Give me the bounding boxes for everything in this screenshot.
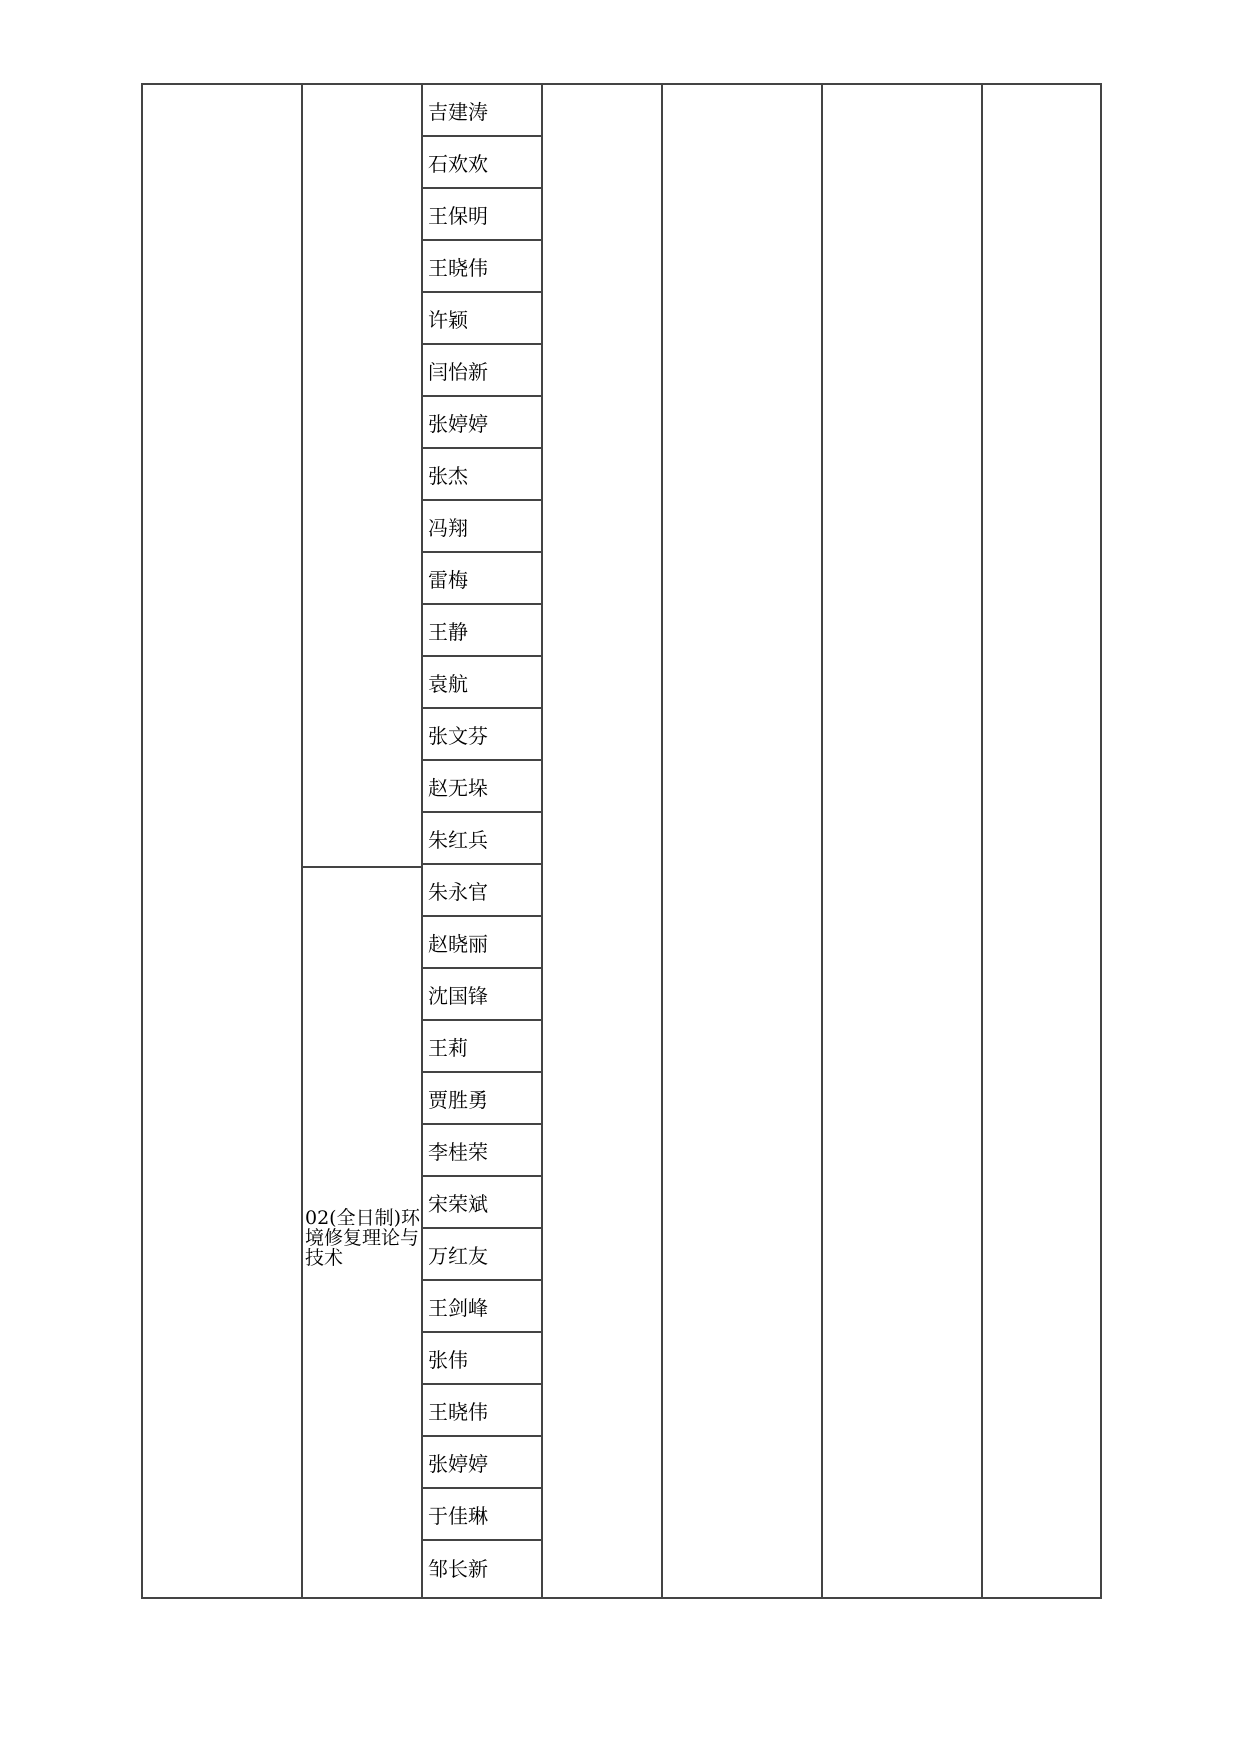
supervisor-name-cell: 邹长新 — [428, 1556, 488, 1581]
supervisor-name-cell: 张婷婷 — [423, 1437, 543, 1489]
column-divider — [981, 85, 983, 1597]
column-divider — [301, 85, 303, 1597]
supervisor-name-cell: 王剑峰 — [423, 1281, 543, 1333]
supervisor-name-cell: 张婷婷 — [423, 397, 543, 449]
supervisor-name-cell: 赵无垛 — [423, 761, 543, 813]
supervisor-name-cell: 李桂荣 — [423, 1125, 543, 1177]
supervisor-name-cell: 雷梅 — [423, 553, 543, 605]
supervisor-name-cell: 张杰 — [423, 449, 543, 501]
supervisor-name-cell: 万红友 — [423, 1229, 543, 1281]
direction-divider — [301, 866, 421, 868]
supervisor-name-cell: 张文芬 — [423, 709, 543, 761]
supervisor-name-cell: 赵晓丽 — [423, 917, 543, 969]
column-divider — [661, 85, 663, 1597]
supervisor-name-cell: 朱永官 — [423, 865, 543, 917]
supervisor-name-cell: 王晓伟 — [423, 241, 543, 293]
supervisor-name-cell: 王保明 — [423, 189, 543, 241]
column-divider — [821, 85, 823, 1597]
supervisor-name-cell: 宋荣斌 — [423, 1177, 543, 1229]
supervisor-name-cell: 沈国锋 — [423, 969, 543, 1021]
supervisor-name-cell: 石欢欢 — [423, 137, 543, 189]
supervisor-name-cell: 吉建涛 — [423, 85, 543, 137]
supervisor-name-cell: 贾胜勇 — [423, 1073, 543, 1125]
supervisor-name-cell: 闫怡新 — [423, 345, 543, 397]
supervisor-name-cell: 许颖 — [423, 293, 543, 345]
supervisor-table — [141, 83, 1102, 1599]
supervisor-name-cell: 王晓伟 — [423, 1385, 543, 1437]
supervisor-name-cell: 于佳琳 — [423, 1489, 543, 1541]
supervisor-name-cell: 冯翔 — [423, 501, 543, 553]
supervisor-name-cell: 王静 — [423, 605, 543, 657]
supervisor-name-cell: 王莉 — [423, 1021, 543, 1073]
supervisor-name-column — [423, 85, 543, 1593]
supervisor-name-cell: 张伟 — [423, 1333, 543, 1385]
research-direction-02: 02(全日制)环境修复理论与技术 — [305, 1207, 421, 1269]
supervisor-name-cell: 袁航 — [423, 657, 543, 709]
supervisor-name-cell: 朱红兵 — [423, 813, 543, 865]
